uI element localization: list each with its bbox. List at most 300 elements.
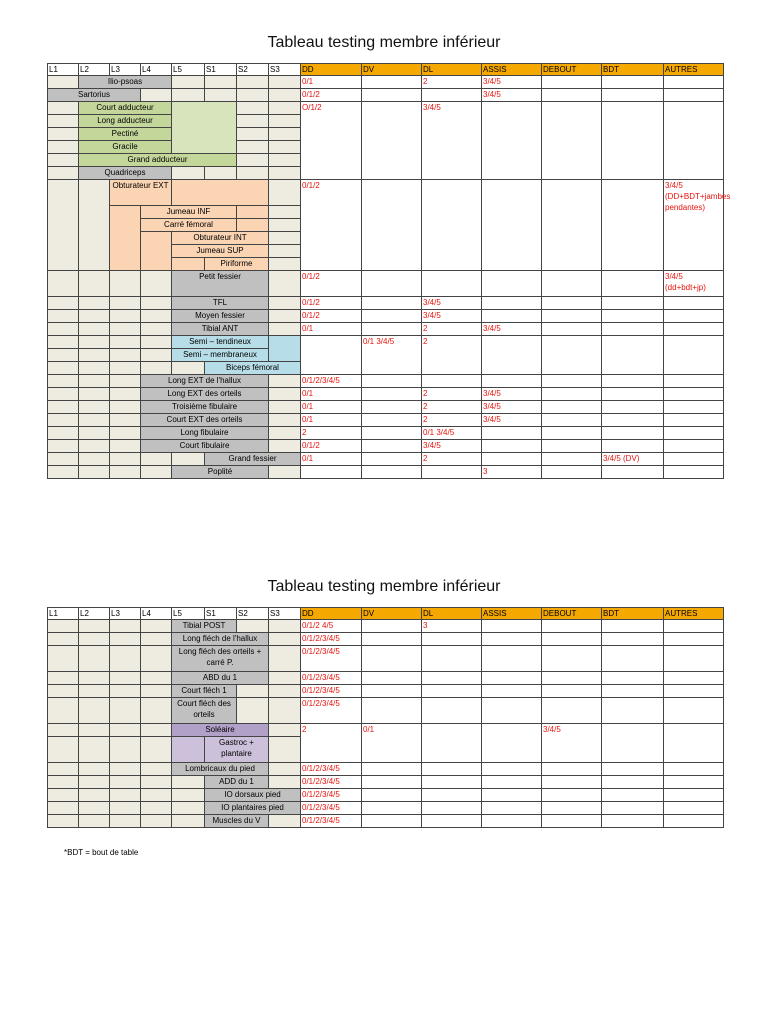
table-row (48, 724, 724, 737)
value-dd: 0/1/2/3/4/5 (301, 646, 362, 672)
segment-cell (79, 375, 110, 388)
muscle-label: Long fibulaire (141, 427, 269, 440)
value-autres (664, 685, 724, 698)
segment-cell (237, 102, 269, 115)
segment-cell (141, 310, 172, 323)
segment-cell (237, 141, 269, 154)
value-bdt (602, 76, 664, 89)
value-dl (422, 633, 482, 646)
value-dv (362, 375, 422, 388)
segment-cell (269, 219, 301, 232)
segment-cell (172, 76, 205, 89)
muscle-label: ABD du 1 (172, 672, 269, 685)
value-bdt (602, 646, 664, 672)
table-row (48, 323, 724, 336)
segment-cell (269, 167, 301, 180)
muscle-label: Long fléch de l'hallux (172, 633, 269, 646)
muscle-label: Petit fessier (172, 271, 269, 297)
value-dd: O/1/2 (301, 102, 362, 180)
muscle-label: Grand adducteur (79, 154, 237, 167)
value-autres: 3/4/5 (dd+bdt+jp) (664, 271, 724, 297)
value-dd: 0/1/2 4/5 (301, 620, 362, 633)
value-dv: 0/1 3/4/5 (362, 336, 422, 375)
segment-cell (237, 154, 269, 167)
value-debout (542, 685, 602, 698)
segment-cell (48, 776, 79, 789)
muscle-label: Court fibulaire (141, 440, 269, 453)
value-dl: 2 (422, 76, 482, 89)
table-row (48, 375, 724, 388)
value-dl: 2 (422, 388, 482, 401)
value-debout (542, 297, 602, 310)
value-debout (542, 466, 602, 479)
value-debout (542, 427, 602, 440)
segment-cell (237, 698, 269, 724)
muscle-label: Jumeau SUP (172, 245, 269, 258)
segment-cell (48, 737, 79, 763)
value-autres (664, 76, 724, 89)
value-assis (482, 336, 542, 375)
header-autres: AUTRES (664, 64, 724, 76)
value-dv (362, 297, 422, 310)
segment-cell (172, 102, 237, 154)
segment-cell (269, 336, 301, 362)
value-dv (362, 440, 422, 453)
segment-cell (141, 89, 172, 102)
segment-cell (48, 620, 79, 633)
value-assis: 3/4/5 (482, 414, 542, 427)
value-dv (362, 620, 422, 633)
segment-cell (141, 789, 172, 802)
segment-cell (110, 802, 141, 815)
value-bdt (602, 724, 664, 763)
segment-cell (237, 115, 269, 128)
segment-cell (110, 672, 141, 685)
value-dv (362, 414, 422, 427)
header-assis: ASSIS (482, 64, 542, 76)
segment-cell (48, 815, 79, 828)
segment-cell (237, 89, 269, 102)
table-row (48, 698, 724, 724)
segment-cell (79, 763, 110, 776)
segment-cell (110, 776, 141, 789)
value-autres (664, 802, 724, 815)
segment-cell (172, 362, 205, 375)
segment-cell (269, 388, 301, 401)
value-bdt (602, 310, 664, 323)
muscle-label: ADD du 1 (205, 776, 269, 789)
segment-cell (79, 323, 110, 336)
header-dl: DL (422, 64, 482, 76)
segment-cell (110, 685, 141, 698)
segment-cell (48, 271, 79, 297)
muscle-label: IO plantaires pied (205, 802, 301, 815)
value-bdt (602, 388, 664, 401)
value-dv (362, 76, 422, 89)
segment-cell (141, 763, 172, 776)
segment-cell (79, 440, 110, 453)
segment-cell (48, 154, 79, 167)
table-row (48, 466, 724, 479)
segment-cell (141, 466, 172, 479)
value-dl: 2 (422, 323, 482, 336)
value-assis: 3/4/5 (482, 89, 542, 102)
segment-cell (269, 76, 301, 89)
value-debout (542, 323, 602, 336)
testing-table-1 (47, 63, 731, 479)
segment-cell (141, 336, 172, 349)
value-bdt (602, 414, 664, 427)
table-row (48, 763, 724, 776)
value-dd: 0/1/2/3/4/5 (301, 776, 362, 789)
segment-cell (48, 128, 79, 141)
value-dv (362, 310, 422, 323)
value-autres (664, 440, 724, 453)
value-bdt (602, 763, 664, 776)
table-row (48, 297, 724, 310)
value-dl (422, 180, 482, 271)
value-autres (664, 815, 724, 828)
value-dl (422, 815, 482, 828)
segment-cell (79, 349, 110, 362)
table-row (48, 776, 724, 789)
segment-cell (269, 375, 301, 388)
value-bdt (602, 401, 664, 414)
table-row (48, 440, 724, 453)
value-assis (482, 776, 542, 789)
value-dd: 0/1/2 (301, 310, 362, 323)
value-assis: 3/4/5 (482, 401, 542, 414)
value-dd: 0/1/2/3/4/5 (301, 763, 362, 776)
value-assis (482, 440, 542, 453)
value-bdt (602, 89, 664, 102)
segment-cell (110, 323, 141, 336)
value-dl (422, 685, 482, 698)
table-row (48, 620, 724, 633)
segment-cell (110, 362, 141, 375)
header-autres: AUTRES (664, 608, 724, 620)
value-bdt (602, 271, 664, 297)
value-autres (664, 297, 724, 310)
segment-cell (141, 620, 172, 633)
value-dl: 3/4/5 (422, 310, 482, 323)
header-debout: DEBOUT (542, 64, 602, 76)
value-bdt (602, 440, 664, 453)
header-dv: DV (362, 608, 422, 620)
value-dd: 0/1 (301, 323, 362, 336)
segment-cell (48, 414, 79, 427)
segment-cell (79, 698, 110, 724)
header-assis: ASSIS (482, 608, 542, 620)
muscle-label: Sartorius (48, 89, 141, 102)
segment-cell (141, 633, 172, 646)
segment-cell (269, 297, 301, 310)
value-dv: 0/1 (362, 724, 422, 763)
muscle-label: TFL (172, 297, 269, 310)
page-title-1: Tableau testing membre inférieur (267, 34, 501, 51)
value-bdt (602, 815, 664, 828)
segment-cell (141, 271, 172, 297)
header-l2: L2 (79, 608, 110, 620)
header-s1: S1 (205, 64, 237, 76)
header-dd: DD (301, 64, 362, 76)
value-dv (362, 646, 422, 672)
value-debout (542, 672, 602, 685)
segment-cell (269, 672, 301, 685)
value-assis (482, 672, 542, 685)
muscle-label: Moyen fessier (172, 310, 269, 323)
segment-cell (48, 440, 79, 453)
muscle-label: Obturateur INT (172, 232, 269, 245)
header-s1: S1 (205, 608, 237, 620)
value-dd: 0/1 (301, 401, 362, 414)
segment-cell (48, 672, 79, 685)
segment-cell (237, 685, 269, 698)
value-debout (542, 336, 602, 375)
segment-cell (48, 297, 79, 310)
segment-cell (172, 802, 205, 815)
segment-cell (172, 815, 205, 828)
segment-cell (79, 802, 110, 815)
value-assis (482, 102, 542, 180)
value-autres (664, 453, 724, 466)
value-dv (362, 685, 422, 698)
header-dd: DD (301, 608, 362, 620)
muscle-label: Quadriceps (79, 167, 172, 180)
muscle-label: Tibial POST (172, 620, 237, 633)
segment-cell (110, 271, 141, 297)
value-assis (482, 375, 542, 388)
value-dl: 2 (422, 453, 482, 466)
segment-cell (141, 737, 172, 763)
segment-cell (269, 102, 301, 115)
segment-cell (141, 362, 172, 375)
header-bdt: BDT (602, 608, 664, 620)
value-autres (664, 776, 724, 789)
value-debout (542, 388, 602, 401)
muscle-label: Troisième fibulaire (141, 401, 269, 414)
value-dv (362, 271, 422, 297)
value-dd: 0/1 (301, 388, 362, 401)
segment-cell (79, 646, 110, 672)
value-dl: 2 (422, 336, 482, 375)
value-debout (542, 440, 602, 453)
value-debout: 3/4/5 (542, 724, 602, 763)
value-dv (362, 698, 422, 724)
segment-cell (79, 737, 110, 763)
value-dd: 2 (301, 427, 362, 440)
value-autres (664, 789, 724, 802)
segment-cell (48, 362, 79, 375)
segment-cell (269, 89, 301, 102)
value-dl: 2 (422, 401, 482, 414)
value-assis (482, 297, 542, 310)
value-dl (422, 698, 482, 724)
header-l5: L5 (172, 608, 205, 620)
header-l3: L3 (110, 64, 141, 76)
value-dl (422, 466, 482, 479)
header-l4: L4 (141, 608, 172, 620)
value-autres (664, 672, 724, 685)
segment-cell (48, 427, 79, 440)
table-row (48, 685, 724, 698)
value-bdt (602, 102, 664, 180)
segment-cell (110, 336, 141, 349)
muscle-label: Court fléch des orteils (172, 698, 237, 724)
value-debout (542, 76, 602, 89)
segment-cell (79, 414, 110, 427)
value-autres: 3/4/5 (DD+BDT+jambes pendantes) (664, 180, 724, 271)
value-debout (542, 310, 602, 323)
value-debout (542, 89, 602, 102)
value-dv (362, 802, 422, 815)
segment-cell (79, 776, 110, 789)
muscle-label: Obturateur EXT (110, 180, 172, 206)
value-dv (362, 102, 422, 180)
value-dd (301, 336, 362, 375)
value-assis (482, 802, 542, 815)
segment-cell (269, 245, 301, 258)
segment-cell (48, 180, 79, 271)
value-bdt (602, 427, 664, 440)
segment-cell (269, 646, 301, 672)
value-assis (482, 427, 542, 440)
muscle-label: Tibial ANT (172, 323, 269, 336)
value-dl: 3/4/5 (422, 102, 482, 180)
muscle-label: Soléaire (172, 724, 269, 737)
segment-cell (172, 258, 205, 271)
segment-cell (269, 698, 301, 724)
value-dd: 0/1/2 (301, 180, 362, 271)
segment-cell (79, 685, 110, 698)
value-dv (362, 466, 422, 479)
segment-cell (110, 815, 141, 828)
muscle-label: Piriforme (205, 258, 269, 271)
segment-cell (110, 206, 141, 271)
header-s2: S2 (237, 608, 269, 620)
table-row (48, 388, 724, 401)
segment-cell (110, 646, 141, 672)
segment-cell (110, 349, 141, 362)
segment-cell (141, 453, 172, 466)
segment-cell (48, 310, 79, 323)
segment-cell (48, 336, 79, 349)
segment-cell (110, 698, 141, 724)
segment-cell (79, 724, 110, 737)
segment-cell (48, 802, 79, 815)
segment-cell (79, 271, 110, 297)
table-row (48, 414, 724, 427)
segment-cell (110, 427, 141, 440)
muscle-label: Semi – tendineux (172, 336, 269, 349)
value-dl: 0/1 3/4/5 (422, 427, 482, 440)
segment-cell (48, 646, 79, 672)
page-title-2: Tableau testing membre inférieur (267, 578, 501, 595)
value-bdt (602, 336, 664, 375)
segment-cell (79, 633, 110, 646)
value-dd: 0/1/2 (301, 271, 362, 297)
segment-cell (269, 310, 301, 323)
segment-cell (269, 466, 301, 479)
segment-cell (141, 685, 172, 698)
value-autres (664, 763, 724, 776)
table-row (48, 401, 724, 414)
value-assis (482, 620, 542, 633)
segment-cell (269, 206, 301, 219)
value-bdt (602, 297, 664, 310)
value-debout (542, 414, 602, 427)
table-row (48, 789, 724, 802)
value-assis (482, 310, 542, 323)
value-dv (362, 776, 422, 789)
value-assis (482, 789, 542, 802)
segment-cell (141, 802, 172, 815)
segment-cell (48, 115, 79, 128)
segment-cell (269, 440, 301, 453)
value-dd: 0/1/2/3/4/5 (301, 375, 362, 388)
segment-cell (79, 180, 110, 271)
value-bdt (602, 620, 664, 633)
segment-cell (141, 724, 172, 737)
value-bdt (602, 789, 664, 802)
value-debout (542, 375, 602, 388)
segment-cell (269, 115, 301, 128)
value-dv (362, 180, 422, 271)
value-autres (664, 310, 724, 323)
table-row (48, 815, 724, 828)
value-dv (362, 633, 422, 646)
segment-cell (141, 323, 172, 336)
value-dl (422, 724, 482, 763)
segment-cell (48, 453, 79, 466)
segment-cell (110, 388, 141, 401)
header-l4: L4 (141, 64, 172, 76)
segment-cell (110, 633, 141, 646)
header-l5: L5 (172, 64, 205, 76)
value-autres (664, 724, 724, 763)
muscle-label: IO dorsaux pied (205, 789, 301, 802)
value-dd: 0/1/2/3/4/5 (301, 698, 362, 724)
segment-cell (48, 724, 79, 737)
value-assis: 3/4/5 (482, 76, 542, 89)
value-dd: 0/1/2 (301, 440, 362, 453)
value-bdt (602, 323, 664, 336)
segment-cell (269, 180, 301, 206)
table-row (48, 672, 724, 685)
header-debout: DEBOUT (542, 608, 602, 620)
value-autres (664, 401, 724, 414)
header-dl: DL (422, 608, 482, 620)
segment-cell (269, 776, 301, 789)
segment-cell (79, 620, 110, 633)
header-bdt: BDT (602, 64, 664, 76)
segment-cell (48, 167, 79, 180)
value-dl (422, 802, 482, 815)
testing-table-2 (47, 607, 724, 828)
table-row (48, 646, 724, 672)
value-dv (362, 427, 422, 440)
segment-cell (48, 375, 79, 388)
segment-cell (172, 776, 205, 789)
value-debout (542, 776, 602, 789)
value-dl (422, 271, 482, 297)
segment-cell (79, 401, 110, 414)
table-row (48, 802, 724, 815)
value-assis (482, 815, 542, 828)
value-debout (542, 401, 602, 414)
segment-cell (110, 763, 141, 776)
value-dl: 2 (422, 414, 482, 427)
